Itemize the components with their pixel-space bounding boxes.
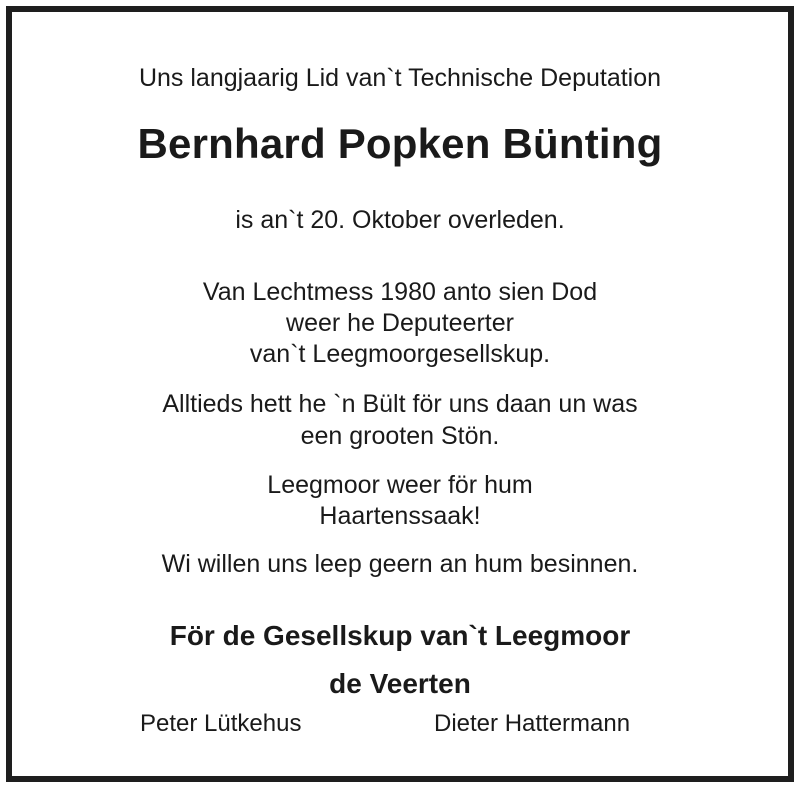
para1-line-2: weer he Deputeerter bbox=[286, 309, 514, 337]
para2-line-2: een grooten Stön. bbox=[300, 422, 500, 450]
closing-line-2: de Veerten bbox=[329, 668, 471, 699]
para3-line-2: Haartenssaak! bbox=[319, 502, 481, 530]
death-line: is an`t 20. Oktober overleden. bbox=[235, 206, 565, 234]
intro-line: Uns langjaarig Lid van`t Technische Deputation bbox=[138, 64, 662, 92]
para3-line-1: Leegmoor weer för hum bbox=[267, 471, 533, 499]
closing-line-1: För de Gesellskup van`t Leegmoor bbox=[169, 620, 631, 651]
deceased-name: Bernhard Popken Bünting bbox=[137, 120, 663, 167]
para2-line-1: Alltieds hett he `n Bült för uns daan un was bbox=[162, 390, 638, 418]
notice-frame bbox=[6, 6, 794, 782]
signatory-1: Peter Lütkehus bbox=[140, 710, 302, 737]
para1-line-1: Van Lechtmess 1980 anto sien Dod bbox=[202, 278, 598, 306]
para4-line: Wi willen uns leep geern an hum besinnen. bbox=[161, 550, 639, 578]
para1-line-3: van`t Leegmoorgesellskup. bbox=[249, 340, 551, 368]
signatory-2: Dieter Hattermann bbox=[434, 710, 631, 737]
